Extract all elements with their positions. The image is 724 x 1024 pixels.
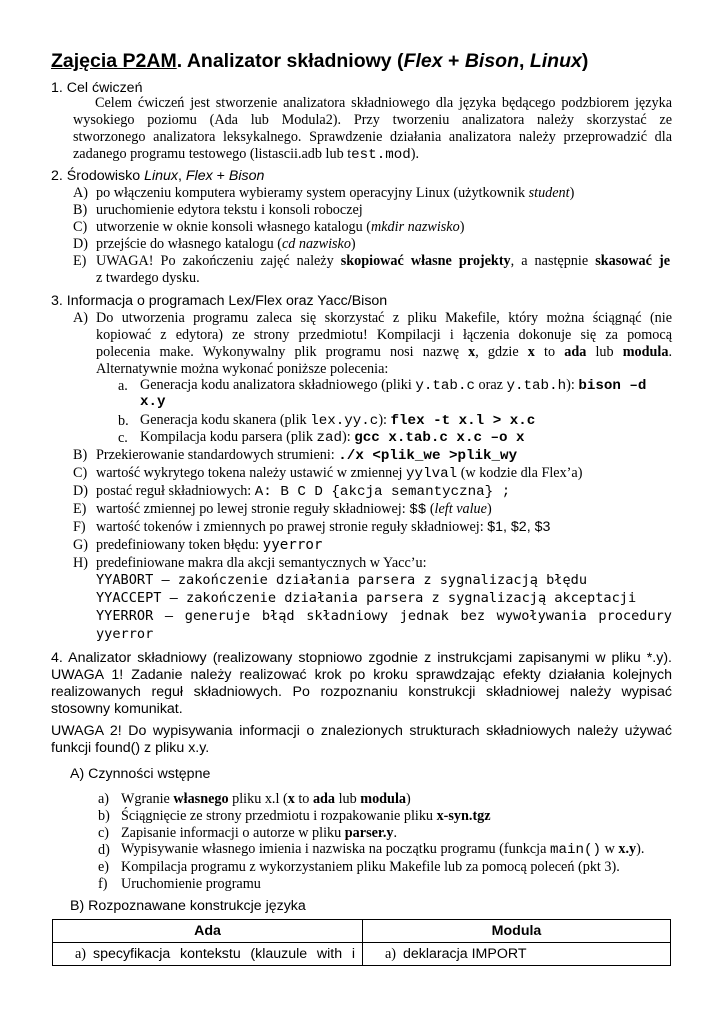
section-3-heading: 3. Informacja o programach Lex/Flex oraz Yacc/Bison — [51, 293, 388, 309]
list-item-warning: UWAGA! Po zakończeniu zajęć należy skopiować własne projekty, a następnie skasować je — [96, 253, 671, 269]
warning-2-line: funkcji found() z pliku x.y. — [51, 740, 210, 756]
section-1-line: wysokiego poziomu (Ada lub Modula2). Przy tworzeniu analizatora należy skorzystać ze — [73, 112, 672, 128]
table-header-row — [53, 920, 671, 943]
list-item: wartość zmiennej po lewej stronie reguły składniowej: $$ (left value) — [96, 501, 492, 518]
table-row — [53, 943, 671, 966]
sublist-item: Generacja kodu skanera (plik lex.yy.c): flex -t x.l > x.c — [140, 412, 536, 429]
section-1-line: zadanego programu testowego (listascii.adb lub test.mod). — [73, 146, 420, 163]
warning-2-line: UWAGA 2! Do wypisywania informacji o znalezionych strukturach składniowych należy używać — [51, 723, 672, 739]
section-4-line: 4. Analizator składniowy (realizowany stopniowo zgodnie z instrukcjami zapisanymi w pliku *.y). — [51, 650, 672, 666]
list-item: uruchomienie edytora tekstu i konsoli roboczej — [96, 202, 363, 218]
sublist-label: c. — [118, 430, 128, 446]
list-item: utworzenie w oknie konsoli własnego katalogu (mkdir nazwisko) — [96, 219, 465, 235]
page-title: Zajęcia P2AM. Analizator składniowy (Flex + Bison, Linux) — [51, 50, 589, 72]
list-item: przejście do własnego katalogu (cd nazwisko) — [96, 236, 356, 252]
list-label: A) — [73, 185, 88, 201]
section-4-line: realizowanych reguł składniowych. Po rozpoznaniu konstrukcji składniowej należy wypisać — [51, 684, 672, 700]
list-label: B) — [73, 447, 88, 463]
table-cell-modula: a) deklaracja IMPORT — [363, 943, 671, 966]
list-label: H) — [73, 555, 88, 571]
section-2-heading: 2. Środowisko Linux, Flex + Bison — [51, 168, 265, 184]
sublist-label: a. — [118, 378, 128, 394]
command-text: flex -t x.l > x.c — [390, 413, 536, 429]
table-cell-ada: a) specyfikacja kontekstu (klauzule with i — [53, 943, 363, 966]
list-item: predefiniowane makra dla akcji semantycznych w Yacc’u: — [96, 555, 427, 571]
list-label: D) — [73, 483, 88, 499]
macro-line: YYERROR – generuje błąd składniowy jednak bez wywoływania procedury — [96, 608, 672, 624]
command-text: x.y — [140, 394, 166, 410]
list-label: C) — [73, 219, 88, 235]
command-text: bison –d — [578, 378, 647, 394]
section-3-line: kopiować z edytora) ze strony przedmiotu! Kompilacji i łączenia dokonuje się za pomocą — [96, 327, 672, 343]
section-3-line: polecenia make. Wykonywalny plik programu nosi nazwę x, gdzie x to ada lub modula. — [96, 344, 672, 360]
step-label: d) — [98, 842, 110, 858]
macro-line: yyerror — [96, 626, 154, 642]
section-4-line: stosowny komunikat. — [51, 701, 183, 717]
column-header-modula: Modula — [363, 920, 671, 943]
section-4-line: UWAGA 1! Zadanie należy realizować krok po kroku sprawdzając efekty działania kolejnych — [51, 667, 672, 683]
sublist-item: Kompilacja kodu parsera (plik zad): gcc x.tab.c x.c –o x — [140, 429, 525, 446]
section-1-heading: 1. Cel ćwiczeń — [51, 80, 143, 96]
list-item: postać reguł składniowych: A: B C D {akcja semantyczna} ; — [96, 483, 511, 500]
macro-line: YYACCEPT – zakończenie działania parsera z sygnalizacją akceptacji — [96, 590, 637, 606]
list-item: Przekierowanie standardowych strumieni: ./x <plik_we >plik_wy — [96, 447, 518, 464]
step-label: e) — [98, 859, 110, 875]
section-3-line: Alternatywnie można wykonać poniższe polecenia: — [96, 361, 389, 377]
step-item: Wypisywanie własnego imienia i nazwiska na początku programu (funkcja main() w x.y). — [121, 841, 645, 858]
section-3-line: Do utworzenia programu zaleca się skorzystać z pliku Makefile, który można ściągnąć (nie — [96, 310, 672, 326]
sublist-label: b. — [118, 413, 129, 429]
list-label: C) — [73, 465, 88, 481]
subsection-a-heading: A) Czynności wstępne — [70, 766, 211, 782]
step-label: c) — [98, 825, 110, 841]
step-label: a) — [98, 791, 110, 807]
column-header-ada: Ada — [53, 920, 363, 943]
list-label: B) — [73, 202, 88, 218]
list-label: D) — [73, 236, 88, 252]
step-item: Kompilacja programu z wykorzystaniem pliku Makefile lub za pomocą poleceń (pkt 3). — [121, 859, 620, 875]
section-1-line: stworzonego analizatora leksykalnego. Sprawdzenie działania analizatora należy przeprowadzić dla — [73, 129, 672, 145]
step-item: Wgranie własnego pliku x.l (x to ada lub modula) — [121, 791, 411, 807]
list-item: po włączeniu komputera wybieramy system operacyjny Linux (użytkownik student) — [96, 185, 575, 201]
command-text: gcc x.tab.c x.c –o x — [354, 430, 525, 446]
step-label: f) — [98, 876, 108, 892]
list-item: wartość wykrytego tokena należy ustawić w zmiennej yylval (w kodzie dla Flex’a) — [96, 465, 583, 482]
list-label: G) — [73, 537, 88, 553]
list-item-warning-cont: z twardego dysku. — [96, 270, 200, 286]
list-item: predefiniowany token błędu: yyerror — [96, 537, 323, 553]
macro-line: YYABORT – zakończenie działania parsera z sygnalizacją błędu — [96, 572, 588, 588]
step-item: Zapisanie informacji o autorze w pliku parser.y. — [121, 825, 398, 841]
step-item: Uruchomienie programu — [121, 876, 261, 892]
sublist-item: Generacja kodu analizatora składniowego (pliki y.tab.c oraz y.tab.h): bison –d — [140, 377, 647, 394]
section-1-line: Celem ćwiczeń jest stworzenie analizatora składniowego dla języka będącego podzbiorem języka — [95, 95, 672, 111]
step-label: b) — [98, 808, 110, 824]
test-file-name: est.mod — [351, 147, 411, 163]
command-text: ./x <plik_we >plik_wy — [338, 448, 518, 464]
step-item: Ściągnięcie ze strony przedmiotu i rozpakowanie pliku x-syn.tgz — [121, 808, 491, 824]
list-label: F) — [73, 519, 86, 535]
list-label: E) — [73, 501, 87, 517]
subsection-b-heading: B) Rozpoznawane konstrukcje języka — [70, 898, 306, 914]
list-label: A) — [73, 310, 88, 326]
constructs-table — [52, 919, 671, 966]
list-item: wartość tokenów i zmiennych po prawej stronie reguły składniowej: $1, $2, $3 — [96, 519, 551, 535]
course-code: Zajęcia P2AM — [51, 50, 177, 72]
list-label: E) — [73, 253, 87, 269]
